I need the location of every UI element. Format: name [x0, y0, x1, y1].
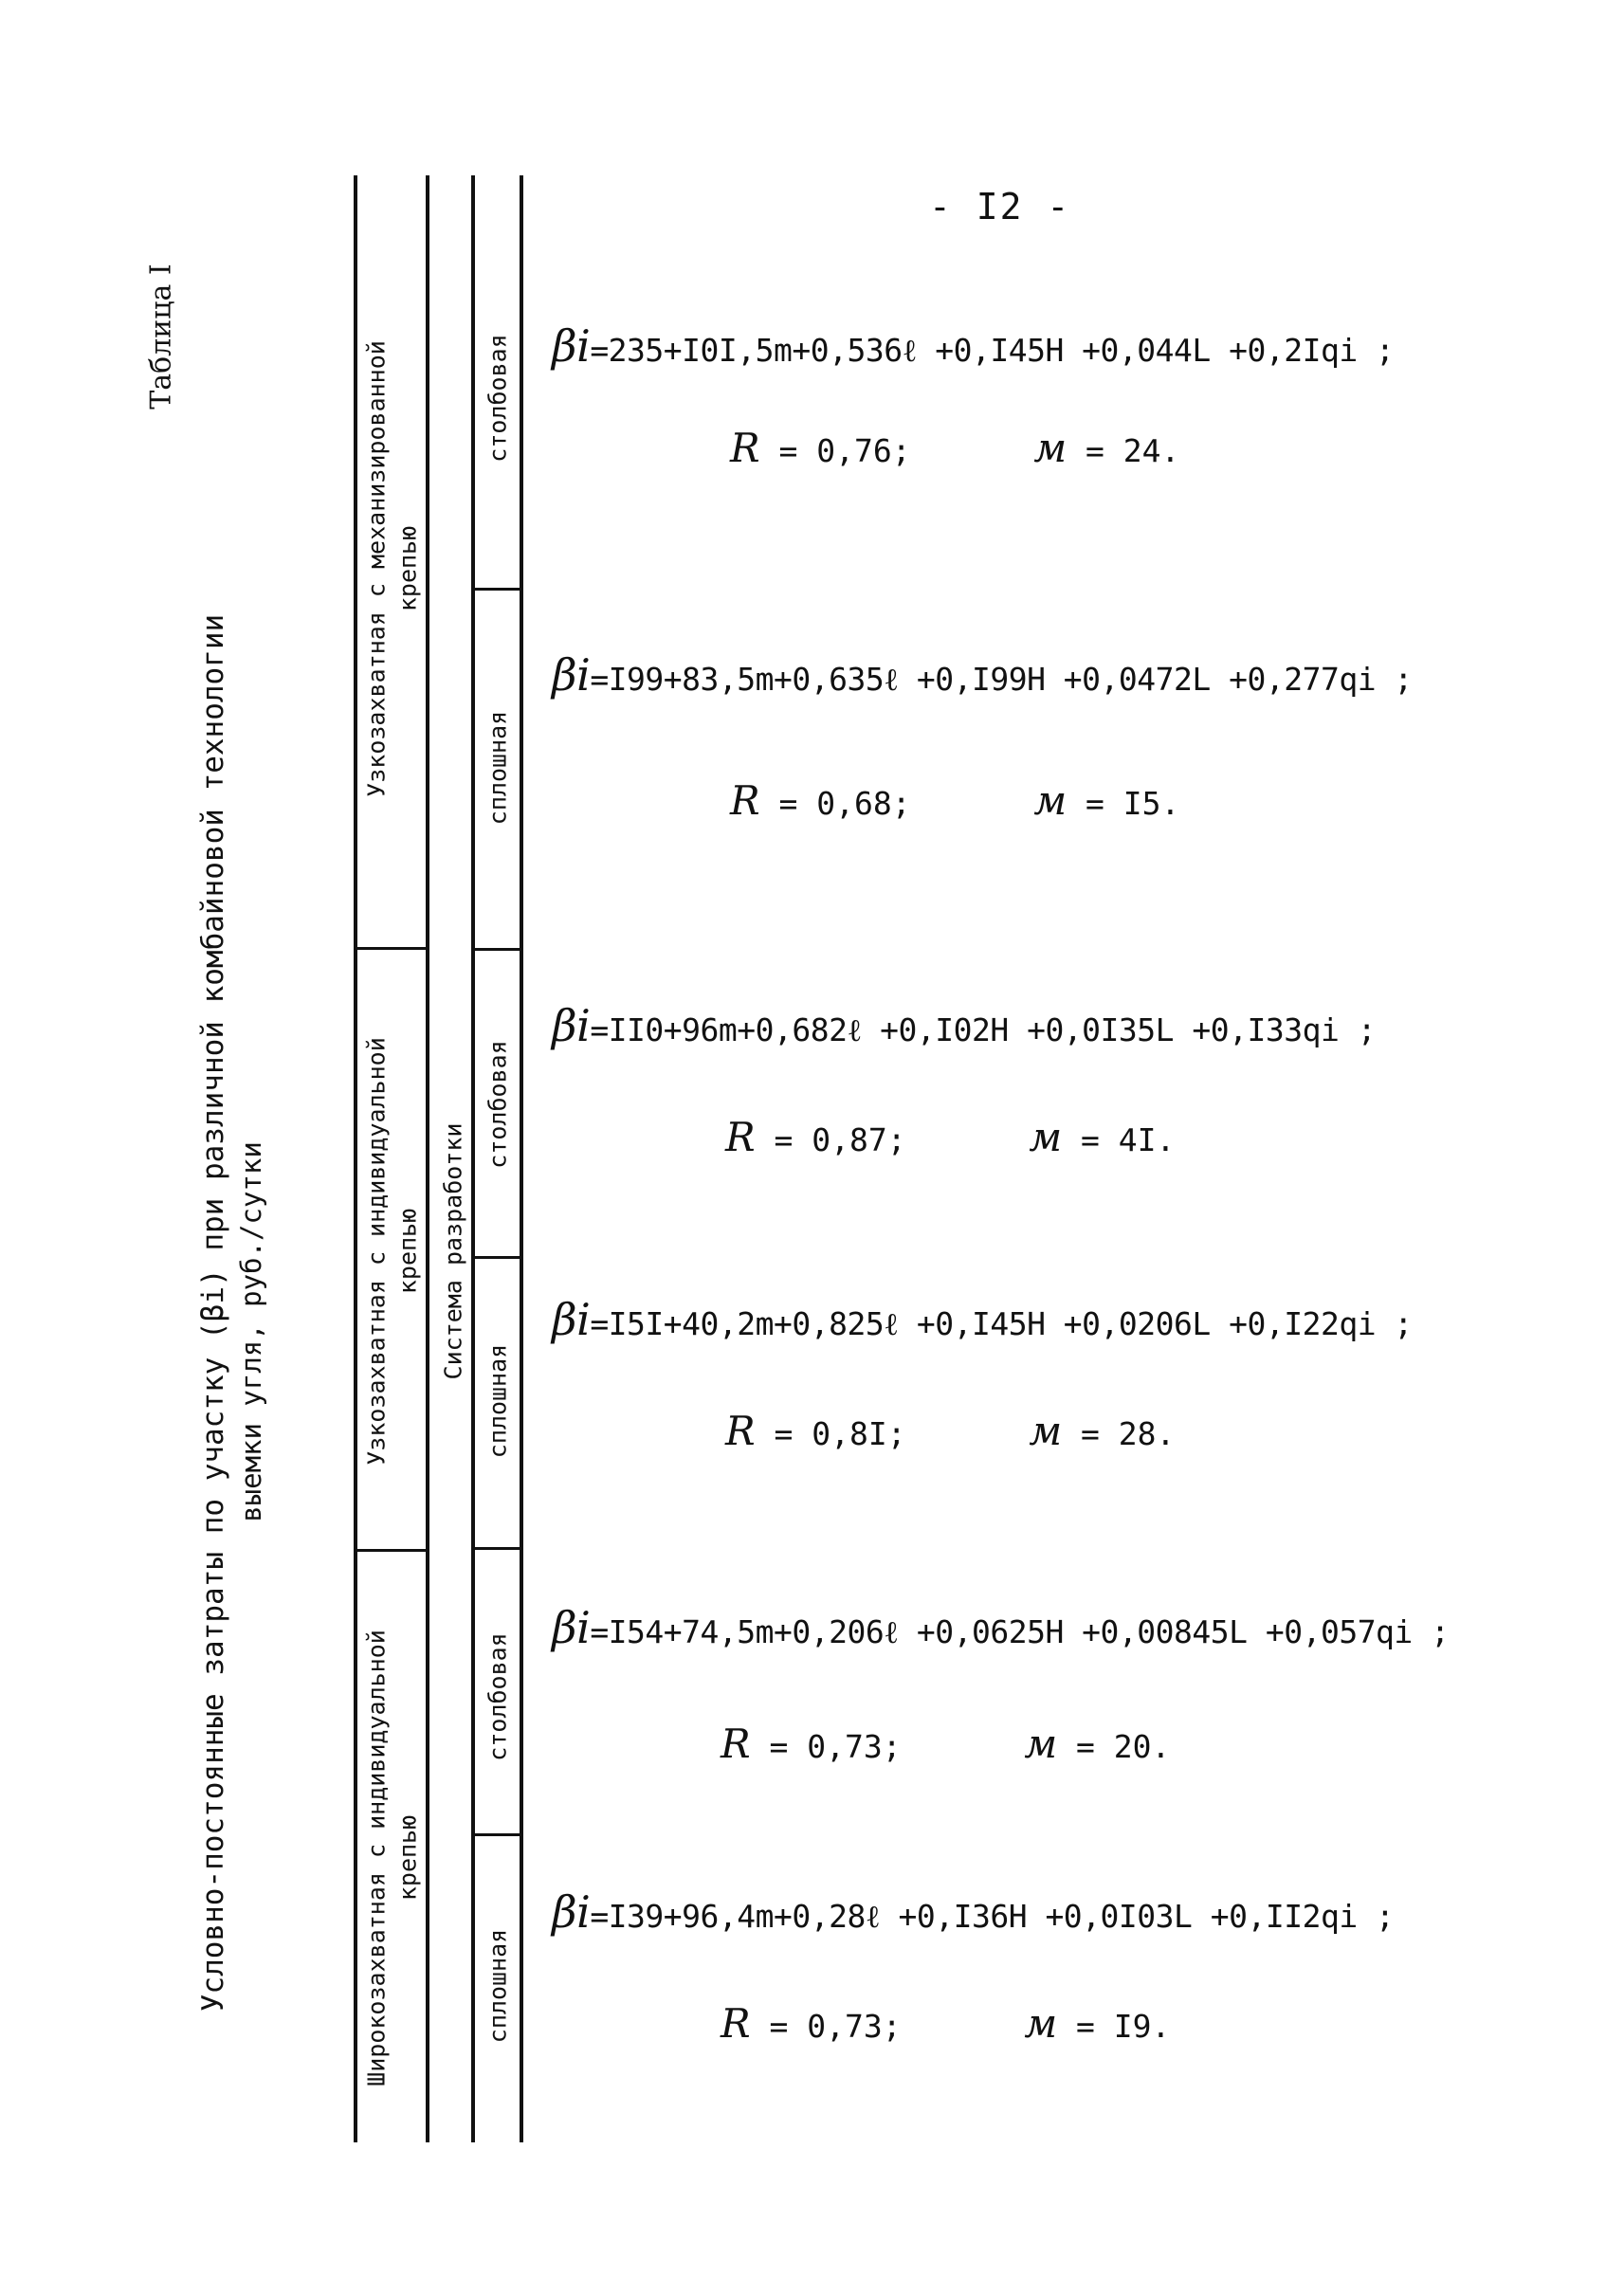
table-caption-line1: Условно-постоянные затраты по участку (βi) при различной комбайновой технологии — [196, 613, 230, 2013]
beta-symbol: βi — [552, 1294, 591, 1345]
group-3-title-line1: Узкозахватная с механизированной — [362, 340, 391, 797]
formula-expression: =I5I+40,2m+0,825ℓ +0,I45H +0,0206L +0,I22qi ; — [590, 1305, 1413, 1342]
m-value: = I9. — [1076, 2008, 1171, 2045]
formula-expression: =II0+96m+0,682ℓ +0,I02H +0,0I35L +0,I33qi ; — [590, 1011, 1377, 1048]
r-symbol: R — [721, 2000, 751, 2047]
r-symbol: R — [725, 1408, 756, 1454]
m-value: = 20. — [1076, 1728, 1171, 1765]
table-border-header-bottom — [426, 175, 429, 2142]
r-symbol: R — [730, 777, 760, 824]
r-symbol: R — [730, 425, 760, 471]
subheader-separator-2 — [471, 1547, 520, 1550]
group-1-title-line2: крепью — [393, 1814, 422, 1902]
formula-6 — [552, 1886, 1394, 1938]
subheader-g3-pillar: столбовая — [484, 334, 512, 463]
formula-expression: =I54+74,5m+0,206ℓ +0,0625H +0,00845L +0,057qi ; — [590, 1613, 1450, 1650]
group-2-title-line2: крепью — [393, 1208, 422, 1295]
m-symbol: м — [1033, 777, 1067, 824]
r-value: = 0,73; — [769, 2008, 902, 2045]
stats-2 — [730, 777, 1179, 824]
formula-1 — [552, 320, 1394, 372]
m-value: = I5. — [1086, 785, 1180, 822]
group-2-title-line1: Узкозахватная с индивидуальной — [362, 1037, 391, 1466]
group-1-title-line1: Широкозахватная с индивидуальной — [362, 1630, 391, 2086]
r-symbol: R — [725, 1114, 756, 1160]
system-header: Система разработки — [439, 1122, 467, 1380]
formula-4 — [552, 1294, 1413, 1345]
r-symbol: R — [721, 1721, 751, 1767]
r-value: = 0,8I; — [774, 1415, 906, 1452]
stats-6 — [721, 2000, 1170, 2047]
group-3-title-line2: крепью — [393, 525, 422, 612]
table-border-system-bottom — [471, 175, 475, 2142]
m-value: = 28. — [1081, 1415, 1176, 1452]
subheader-g3-solid: сплошная — [484, 710, 512, 826]
m-value: = 24. — [1086, 432, 1180, 469]
stats-4 — [725, 1408, 1175, 1454]
m-value: = 4I. — [1081, 1121, 1176, 1158]
formula-expression: =I39+96,4m+0,28ℓ +0,I36H +0,0I03L +0,II2qi ; — [590, 1898, 1395, 1935]
formula-2 — [552, 649, 1413, 701]
table-caption-line2: выемки угля, руб./сутки — [235, 1141, 267, 1522]
subheader-separator-5 — [471, 588, 520, 591]
formula-expression: =I99+83,5m+0,635ℓ +0,I99H +0,0472L +0,277qi ; — [590, 661, 1413, 698]
m-symbol: м — [1024, 1721, 1058, 1767]
stats-3 — [725, 1114, 1175, 1160]
m-symbol: м — [1024, 2000, 1058, 2047]
beta-symbol: βi — [552, 1602, 591, 1653]
subheader-g2-solid: сплошная — [484, 1343, 512, 1459]
subheader-g1-pillar: столбовая — [484, 1632, 512, 1761]
formula-3 — [552, 1000, 1376, 1051]
stats-1 — [730, 425, 1179, 471]
subheader-separator-3 — [471, 1256, 520, 1259]
subheader-g2-pillar: столбовая — [484, 1040, 512, 1169]
subheader-separator-4 — [471, 948, 520, 951]
m-symbol: м — [1029, 1114, 1063, 1160]
table-border-outer-right — [520, 175, 523, 2142]
group-separator-1 — [354, 1549, 429, 1552]
formula-expression: =235+I0I,5m+0,536ℓ +0,I45H +0,044L +0,2Iqi ; — [590, 332, 1395, 369]
r-value: = 0,68; — [778, 785, 911, 822]
stats-5 — [721, 1721, 1170, 1767]
beta-symbol: βi — [552, 1886, 591, 1938]
beta-symbol: βi — [552, 320, 591, 372]
beta-symbol: βi — [552, 1000, 591, 1051]
page-number: - I2 - — [929, 186, 1071, 228]
group-separator-2 — [354, 947, 429, 950]
r-value: = 0,76; — [778, 432, 911, 469]
r-value: = 0,73; — [769, 1728, 902, 1765]
formula-5 — [552, 1602, 1450, 1653]
table-border-outer-left — [354, 175, 357, 2142]
m-symbol: м — [1033, 425, 1067, 471]
m-symbol: м — [1029, 1408, 1063, 1454]
table-label: Таблица I — [144, 264, 178, 410]
subheader-g1-solid: сплошная — [484, 1928, 512, 2044]
r-value: = 0,87; — [774, 1121, 906, 1158]
subheader-separator-1 — [471, 1833, 520, 1836]
beta-symbol: βi — [552, 649, 591, 701]
